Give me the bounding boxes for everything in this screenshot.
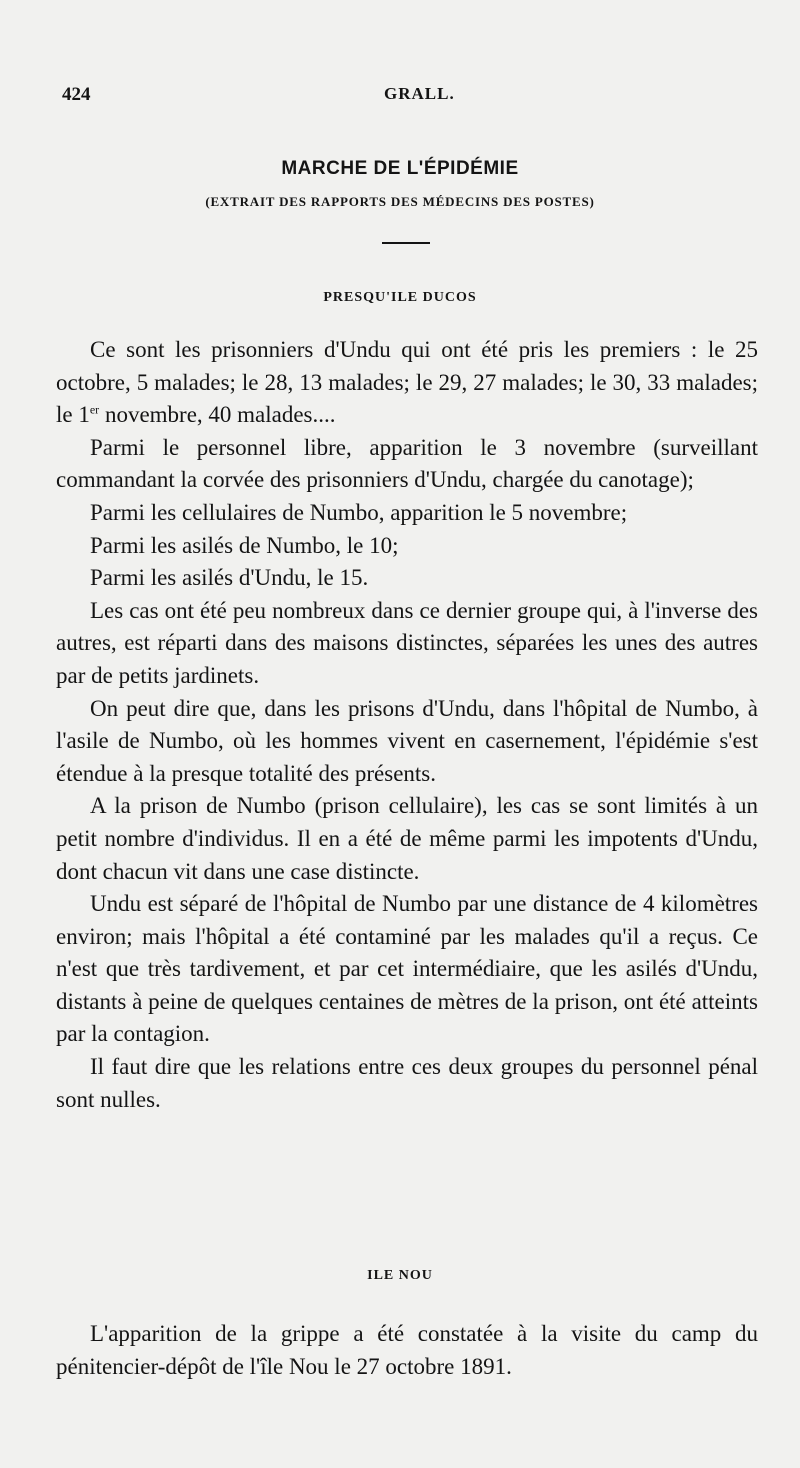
page-number: 424 — [62, 84, 91, 105]
paragraph: Undu est séparé de l'hôpital de Numbo par une distance de 4 kilomètres environ; mais l'hôpital a été contaminé par les malades qu'il a reçus. Ce n'est que très tardivement, et par cet intermédiaire, que les asilés d'Undu, distants à peine de quelques centaines de mètres de la prison, ont été atteints par la contagion. — [56, 891, 758, 1047]
paragraph: Parmi le personnel libre, apparition le 3 novembre (surveillant commandant la corvée des prisonniers d'Undu, chargée du canotage); — [56, 434, 758, 493]
paragraph: L'apparition de la grippe a été constatée à la visite du camp du pénitencier-dépôt de l'île Nou le 27 octobre 1891. — [56, 1321, 758, 1379]
running-title: GRALL. — [384, 84, 455, 103]
paragraph: A la prison de Numbo (prison cellulaire), les cas se sont limités à un petit nombre d'individus. Il en a été de même parmi les impotents d'Undu, dont chacun vit dans une case distincte. — [56, 793, 758, 884]
title-divider — [382, 242, 430, 244]
running-head — [62, 84, 760, 112]
paragraph: On peut dire que, dans les prisons d'Undu, dans l'hôpital de Numbo, à l'asile de Numbo, où les hommes vivent en casernement, l'épidémie s'est étendue à la presque totalité des présents. — [56, 695, 758, 786]
section-body-presqu-ile-ducos — [56, 334, 758, 1116]
paragraph: Il faut dire que les relations entre ces deux groupes du personnel pénal sont nulles. — [56, 1054, 758, 1112]
section-heading-presqu-ile-ducos: PRESQU'ILE DUCOS — [323, 290, 477, 305]
paragraph: Ce sont les prisonniers d'Undu qui ont été pris les premiers : le 25 octobre, 5 malades; le 28, 13 malades; le 29, 27 malades; le 30, 33 malades; le 1er novembre, 40 malades.... — [56, 337, 758, 428]
paragraph: Parmi les asilés de Numbo, le 10; — [90, 532, 399, 558]
paragraph: Les cas ont été peu nombreux dans ce dernier groupe qui, à l'inverse des autres, est réparti dans des maisons distinctes, séparées les unes des autres par de petits jardinets. — [56, 597, 758, 688]
paragraph: Parmi les asilés d'Undu, le 15. — [90, 565, 369, 591]
section-body-ile-nou — [56, 1318, 758, 1383]
section-heading-ile-nou: ILE NOU — [367, 1268, 433, 1283]
chapter-subtitle: (EXTRAIT DES RAPPORTS DES MÉDECINS DES POSTES) — [205, 194, 595, 209]
paragraph: Parmi les cellulaires de Numbo, apparition le 5 novembre; — [90, 499, 628, 525]
chapter-title: MARCHE DE L'ÉPIDÉMIE — [281, 158, 519, 179]
